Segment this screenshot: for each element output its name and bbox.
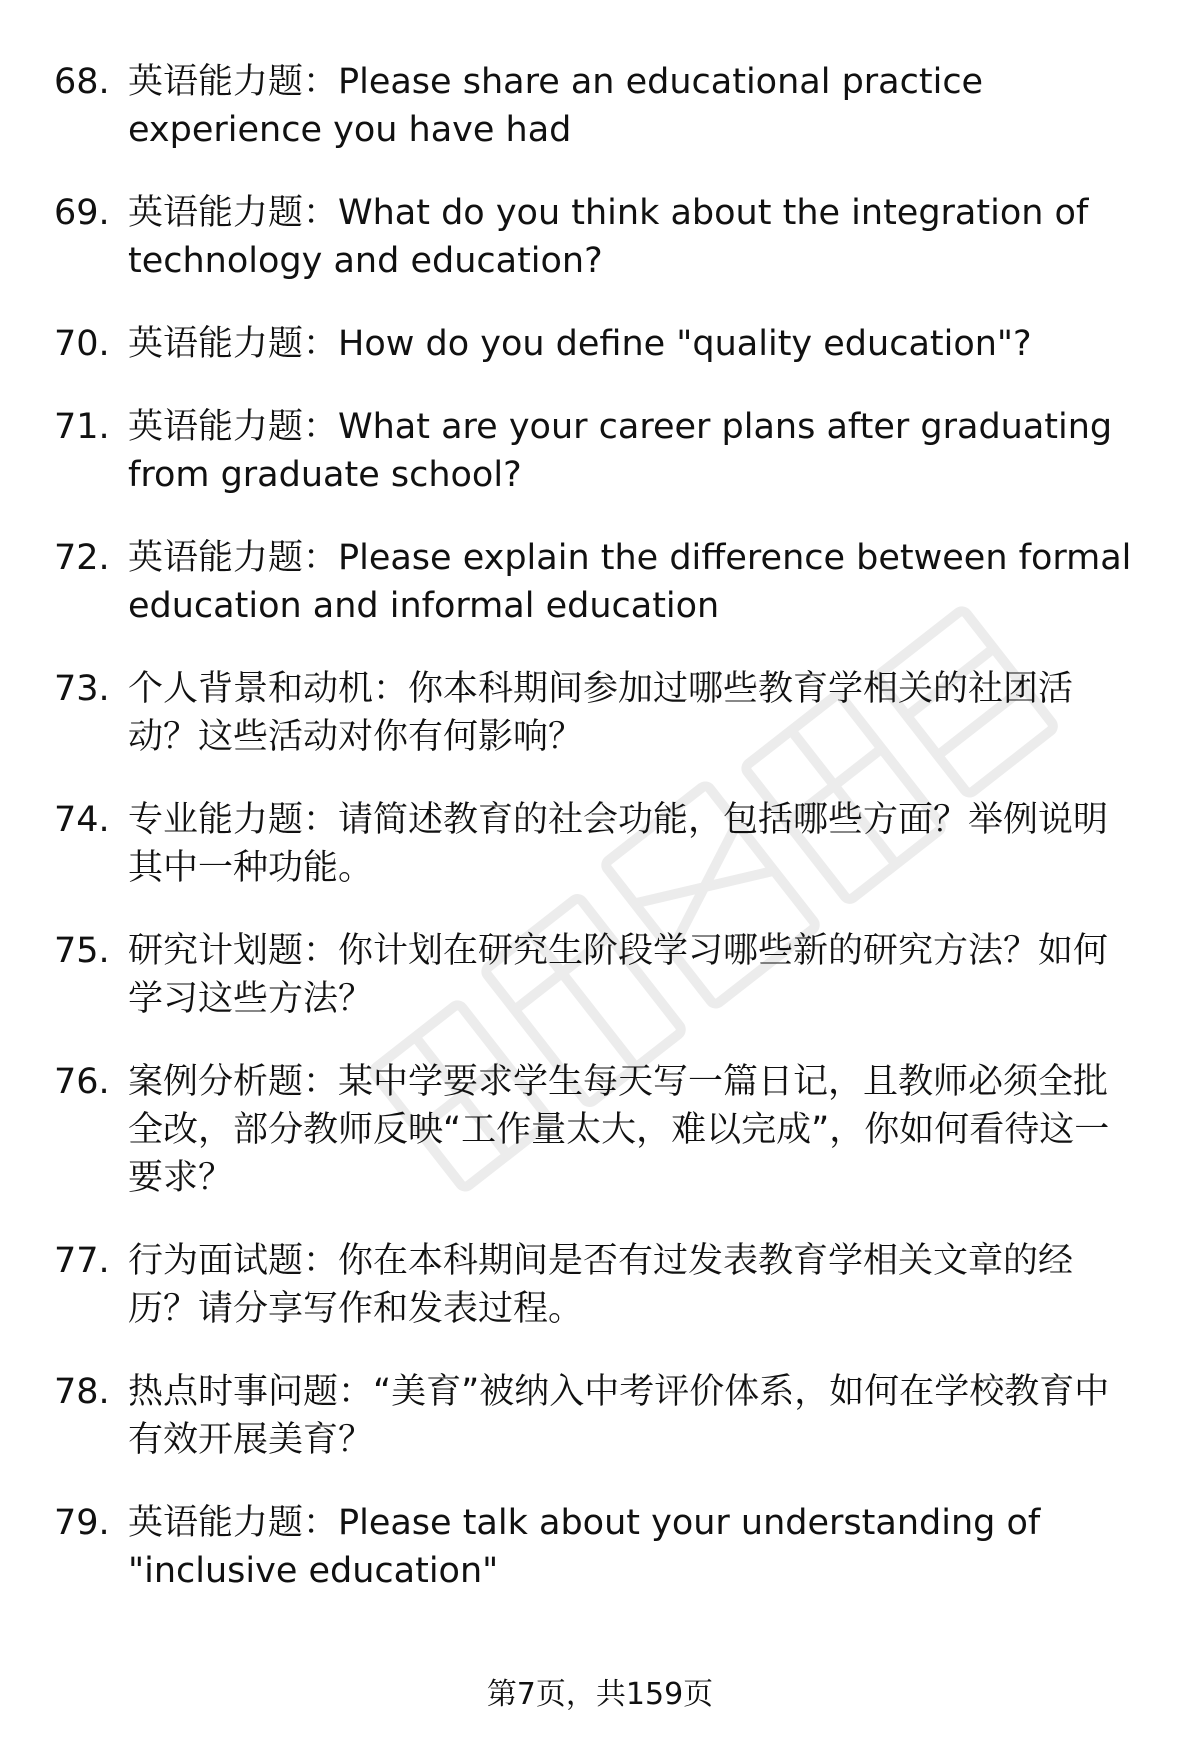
question-item <box>0 1058 1200 1202</box>
question-text: 英语能力题：Please talk about your understanding of "inclusive education" <box>128 1503 1041 1591</box>
question-text: 英语能力题：What are your career plans after graduating from graduate school? <box>128 407 1113 495</box>
question-number: 78. <box>54 1372 110 1412</box>
question-number: 71. <box>54 407 110 447</box>
question-number: 75. <box>54 931 110 971</box>
question-text: 热点时事问题：“美育”被纳入中考评价体系，如何在学校教育中有效开展美育？ <box>128 1372 1110 1460</box>
question-item <box>0 58 1200 154</box>
page-number-footer: 第7页，共159页 <box>486 1677 714 1712</box>
question-item <box>0 1368 1200 1464</box>
question-number: 68. <box>54 62 110 102</box>
question-item <box>0 665 1200 761</box>
question-item <box>0 534 1200 630</box>
question-number: 70. <box>54 324 110 364</box>
question-item <box>0 927 1200 1023</box>
question-item <box>0 1237 1200 1333</box>
question-text: 英语能力题：Please explain the difference between formal education and informal education <box>128 538 1132 626</box>
question-text: 英语能力题：What do you think about the integration of technology and education? <box>128 193 1089 281</box>
question-number: 73. <box>54 669 110 709</box>
question-item <box>0 189 1200 285</box>
question-item <box>0 403 1200 499</box>
question-item <box>0 796 1200 892</box>
question-number: 69. <box>54 193 110 233</box>
question-text: 案例分析题：某中学要求学生每天写一篇日记，且教师必须全批全改，部分教师反映“工作量太大，难以完成”，你如何看待这一要求？ <box>128 1062 1110 1198</box>
question-number: 74. <box>54 800 110 840</box>
question-item <box>0 1499 1200 1595</box>
question-text: 研究计划题：你计划在研究生阶段学习哪些新的研究方法？如何学习这些方法？ <box>128 931 1109 1019</box>
question-item <box>0 320 1200 368</box>
question-number: 72. <box>54 538 110 578</box>
question-text: 英语能力题：How do you define "quality education"? <box>128 324 1032 364</box>
question-text: 专业能力题：请简述教育的社会功能，包括哪些方面？举例说明其中一种功能。 <box>128 800 1109 888</box>
question-number: 76. <box>54 1062 110 1102</box>
question-text: 英语能力题：Please share an educational practice experience you have had <box>128 62 984 150</box>
question-number: 77. <box>54 1241 110 1281</box>
question-number: 79. <box>54 1503 110 1543</box>
question-text: 行为面试题：你在本科期间是否有过发表教育学相关文章的经历？请分享写作和发表过程。 <box>128 1241 1074 1329</box>
question-text: 个人背景和动机：你本科期间参加过哪些教育学相关的社团活动？这些活动对你有何影响？ <box>128 669 1074 757</box>
question-list <box>0 58 1200 1630</box>
